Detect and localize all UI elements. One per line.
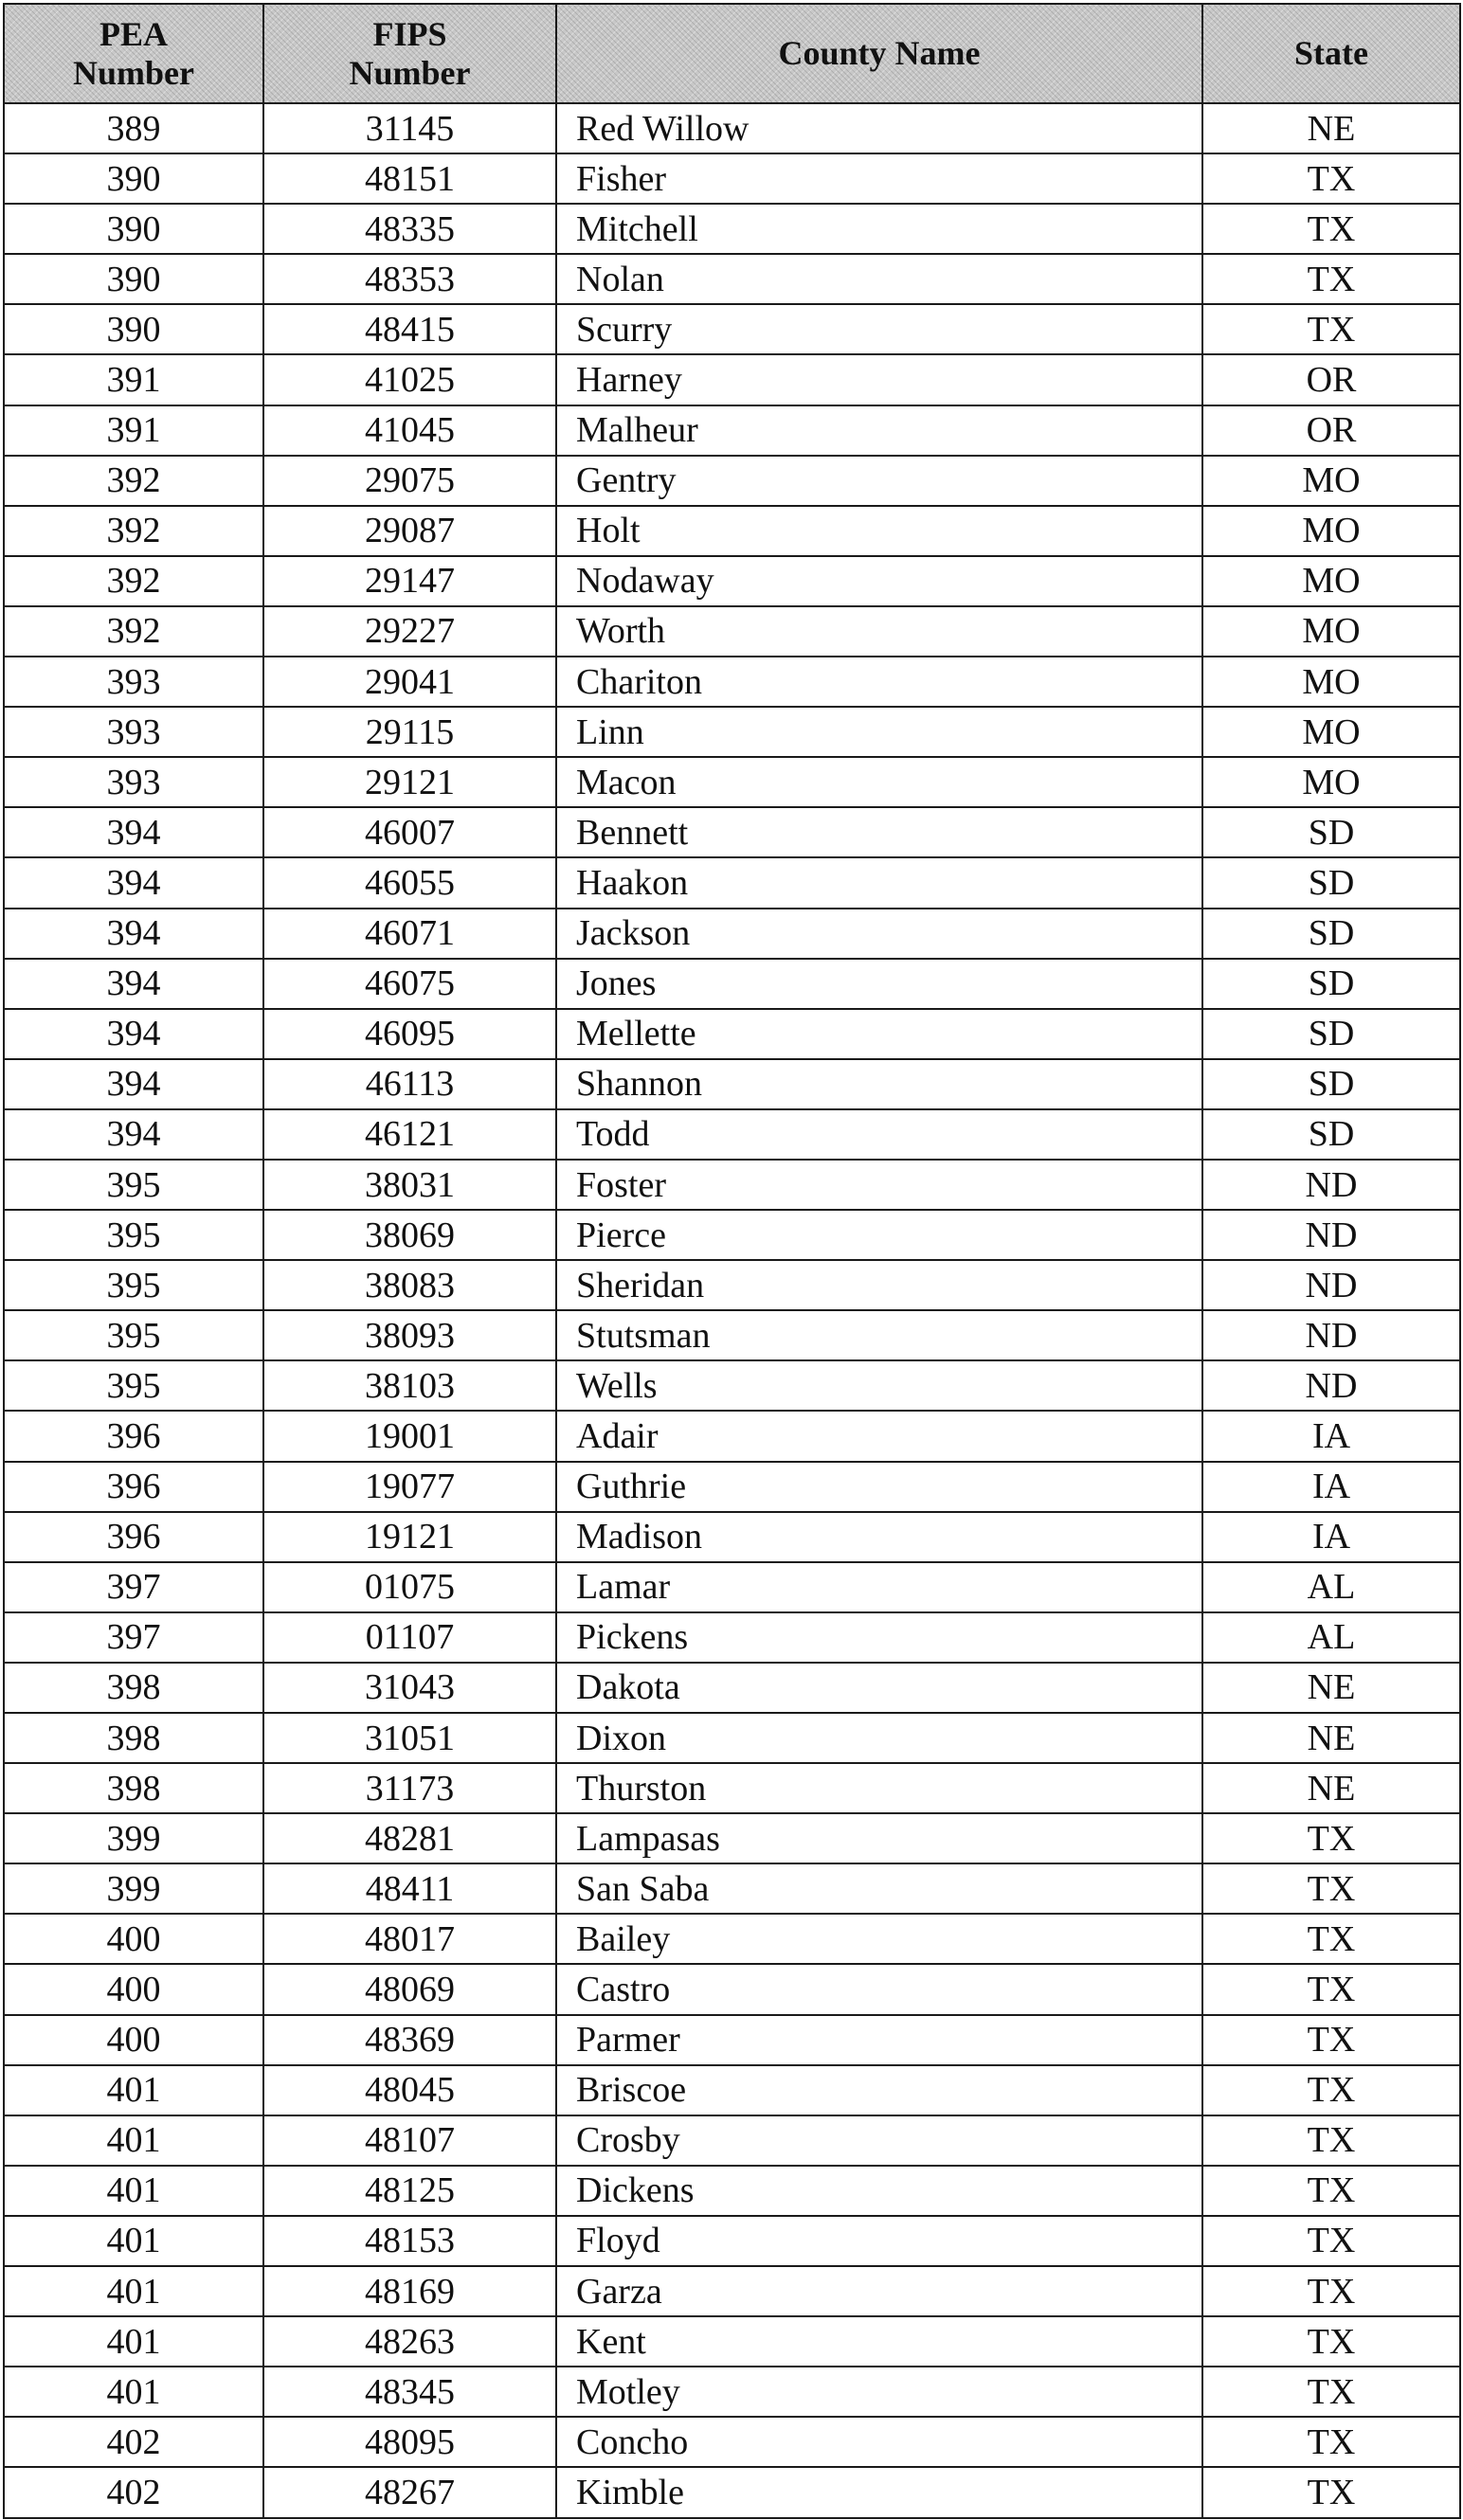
cell-county-name: Concho bbox=[556, 2417, 1202, 2467]
cell-pea-number: 398 bbox=[4, 1713, 263, 1763]
cell-pea-number: 395 bbox=[4, 1160, 263, 1210]
cell-pea-number: 390 bbox=[4, 153, 263, 204]
cell-fips-number: 48169 bbox=[263, 2266, 556, 2316]
cell-fips-number: 38069 bbox=[263, 1210, 556, 1260]
cell-state: TX bbox=[1202, 2316, 1460, 2367]
cell-state: TX bbox=[1202, 2065, 1460, 2115]
cell-fips-number: 29227 bbox=[263, 606, 556, 657]
cell-pea-number: 401 bbox=[4, 2216, 263, 2266]
cell-county-name: Briscoe bbox=[556, 2065, 1202, 2115]
table-row bbox=[4, 807, 1460, 857]
cell-state: IA bbox=[1202, 1512, 1460, 1562]
table-row bbox=[4, 2115, 1460, 2166]
cell-county-name: Jackson bbox=[556, 909, 1202, 959]
cell-county-name: Parmer bbox=[556, 2015, 1202, 2065]
cell-pea-number: 397 bbox=[4, 1612, 263, 1663]
table-row bbox=[4, 1462, 1460, 1512]
cell-fips-number: 38031 bbox=[263, 1160, 556, 1210]
cell-state: TX bbox=[1202, 2216, 1460, 2266]
table-row bbox=[4, 2166, 1460, 2216]
cell-fips-number: 48125 bbox=[263, 2166, 556, 2216]
table-row bbox=[4, 1210, 1460, 1260]
cell-state: TX bbox=[1202, 2115, 1460, 2166]
table-row bbox=[4, 1612, 1460, 1663]
cell-pea-number: 389 bbox=[4, 103, 263, 153]
cell-fips-number: 48263 bbox=[263, 2316, 556, 2367]
cell-pea-number: 392 bbox=[4, 606, 263, 657]
cell-state: MO bbox=[1202, 606, 1460, 657]
header-county-line-1: County Name bbox=[778, 34, 981, 72]
cell-county-name: Dakota bbox=[556, 1663, 1202, 1713]
cell-state: TX bbox=[1202, 1863, 1460, 1914]
table-row bbox=[4, 2417, 1460, 2467]
cell-pea-number: 395 bbox=[4, 1260, 263, 1310]
cell-fips-number: 31173 bbox=[263, 1763, 556, 1813]
cell-state: MO bbox=[1202, 657, 1460, 707]
table-row bbox=[4, 606, 1460, 657]
table-row bbox=[4, 2316, 1460, 2367]
header-pea-line-1: PEA bbox=[99, 14, 168, 53]
cell-pea-number: 394 bbox=[4, 1009, 263, 1059]
cell-fips-number: 48151 bbox=[263, 153, 556, 204]
cell-county-name: Worth bbox=[556, 606, 1202, 657]
cell-pea-number: 400 bbox=[4, 1914, 263, 1964]
cell-pea-number: 396 bbox=[4, 1462, 263, 1512]
cell-county-name: Castro bbox=[556, 1964, 1202, 2014]
cell-state: IA bbox=[1202, 1462, 1460, 1512]
cell-fips-number: 01075 bbox=[263, 1562, 556, 1612]
table-row bbox=[4, 2266, 1460, 2316]
cell-pea-number: 395 bbox=[4, 1360, 263, 1411]
cell-fips-number: 19001 bbox=[263, 1411, 556, 1461]
cell-fips-number: 41045 bbox=[263, 405, 556, 456]
cell-county-name: Bennett bbox=[556, 807, 1202, 857]
cell-county-name: Chariton bbox=[556, 657, 1202, 707]
cell-fips-number: 48153 bbox=[263, 2216, 556, 2266]
table-row bbox=[4, 2367, 1460, 2417]
cell-fips-number: 48353 bbox=[263, 254, 556, 304]
table-row bbox=[4, 103, 1460, 153]
cell-county-name: Bailey bbox=[556, 1914, 1202, 1964]
cell-county-name: Haakon bbox=[556, 857, 1202, 908]
cell-fips-number: 48281 bbox=[263, 1813, 556, 1863]
cell-county-name: Todd bbox=[556, 1109, 1202, 1160]
cell-county-name: Pickens bbox=[556, 1612, 1202, 1663]
table-row bbox=[4, 2015, 1460, 2065]
cell-pea-number: 401 bbox=[4, 2266, 263, 2316]
table-row bbox=[4, 1863, 1460, 1914]
table-row bbox=[4, 204, 1460, 254]
cell-pea-number: 401 bbox=[4, 2166, 263, 2216]
cell-state: SD bbox=[1202, 857, 1460, 908]
cell-state: AL bbox=[1202, 1562, 1460, 1612]
cell-fips-number: 19077 bbox=[263, 1462, 556, 1512]
header-pea-line-2: Number bbox=[73, 53, 194, 92]
header-county-name bbox=[556, 4, 1202, 103]
table-row bbox=[4, 1310, 1460, 1360]
cell-pea-number: 394 bbox=[4, 857, 263, 908]
cell-fips-number: 48411 bbox=[263, 1863, 556, 1914]
cell-pea-number: 395 bbox=[4, 1210, 263, 1260]
table-row bbox=[4, 1260, 1460, 1310]
table-row bbox=[4, 506, 1460, 556]
cell-pea-number: 399 bbox=[4, 1863, 263, 1914]
header-pea-number bbox=[4, 4, 263, 103]
cell-state: SD bbox=[1202, 1059, 1460, 1109]
table-row bbox=[4, 757, 1460, 807]
cell-state: ND bbox=[1202, 1210, 1460, 1260]
cell-state: SD bbox=[1202, 1009, 1460, 1059]
header-state bbox=[1202, 4, 1460, 103]
cell-state: SD bbox=[1202, 909, 1460, 959]
header-row bbox=[4, 4, 1460, 103]
table-row bbox=[4, 1914, 1460, 1964]
cell-state: TX bbox=[1202, 2417, 1460, 2467]
cell-state: ND bbox=[1202, 1160, 1460, 1210]
cell-state: MO bbox=[1202, 506, 1460, 556]
cell-fips-number: 48369 bbox=[263, 2015, 556, 2065]
cell-pea-number: 394 bbox=[4, 1059, 263, 1109]
cell-county-name: Kimble bbox=[556, 2467, 1202, 2517]
table-row bbox=[4, 1813, 1460, 1863]
cell-fips-number: 46007 bbox=[263, 807, 556, 857]
cell-county-name: Nodaway bbox=[556, 556, 1202, 606]
cell-fips-number: 29087 bbox=[263, 506, 556, 556]
cell-county-name: Lampasas bbox=[556, 1813, 1202, 1863]
cell-fips-number: 48335 bbox=[263, 204, 556, 254]
cell-fips-number: 01107 bbox=[263, 1612, 556, 1663]
cell-fips-number: 46095 bbox=[263, 1009, 556, 1059]
cell-county-name: Macon bbox=[556, 757, 1202, 807]
cell-state: TX bbox=[1202, 254, 1460, 304]
cell-county-name: Gentry bbox=[556, 456, 1202, 506]
cell-pea-number: 401 bbox=[4, 2367, 263, 2417]
cell-pea-number: 392 bbox=[4, 556, 263, 606]
cell-county-name: Nolan bbox=[556, 254, 1202, 304]
table-row bbox=[4, 354, 1460, 405]
cell-pea-number: 401 bbox=[4, 2065, 263, 2115]
cell-county-name: Motley bbox=[556, 2367, 1202, 2417]
table-row bbox=[4, 456, 1460, 506]
header-fips-line-2: Number bbox=[349, 53, 471, 92]
table-row bbox=[4, 1411, 1460, 1461]
table-row bbox=[4, 1763, 1460, 1813]
cell-pea-number: 395 bbox=[4, 1310, 263, 1360]
cell-county-name: Foster bbox=[556, 1160, 1202, 1210]
cell-state: ND bbox=[1202, 1360, 1460, 1411]
table-row bbox=[4, 153, 1460, 204]
cell-state: MO bbox=[1202, 556, 1460, 606]
cell-state: TX bbox=[1202, 2266, 1460, 2316]
cell-county-name: Scurry bbox=[556, 304, 1202, 354]
cell-county-name: Crosby bbox=[556, 2115, 1202, 2166]
cell-fips-number: 29041 bbox=[263, 657, 556, 707]
cell-county-name: Lamar bbox=[556, 1562, 1202, 1612]
cell-fips-number: 29115 bbox=[263, 707, 556, 757]
table-row bbox=[4, 1663, 1460, 1713]
cell-county-name: Garza bbox=[556, 2266, 1202, 2316]
cell-county-name: Red Willow bbox=[556, 103, 1202, 153]
cell-pea-number: 396 bbox=[4, 1512, 263, 1562]
cell-state: TX bbox=[1202, 2367, 1460, 2417]
cell-county-name: San Saba bbox=[556, 1863, 1202, 1914]
cell-pea-number: 401 bbox=[4, 2316, 263, 2367]
cell-state: MO bbox=[1202, 757, 1460, 807]
cell-fips-number: 48107 bbox=[263, 2115, 556, 2166]
cell-fips-number: 48345 bbox=[263, 2367, 556, 2417]
cell-fips-number: 48415 bbox=[263, 304, 556, 354]
table-row bbox=[4, 304, 1460, 354]
cell-pea-number: 392 bbox=[4, 456, 263, 506]
cell-pea-number: 393 bbox=[4, 707, 263, 757]
cell-pea-number: 390 bbox=[4, 254, 263, 304]
cell-county-name: Linn bbox=[556, 707, 1202, 757]
cell-fips-number: 48095 bbox=[263, 2417, 556, 2467]
table-header bbox=[4, 4, 1460, 103]
cell-county-name: Adair bbox=[556, 1411, 1202, 1461]
cell-state: NE bbox=[1202, 1663, 1460, 1713]
table-row bbox=[4, 657, 1460, 707]
cell-county-name: Kent bbox=[556, 2316, 1202, 2367]
cell-fips-number: 46113 bbox=[263, 1059, 556, 1109]
table-row bbox=[4, 1512, 1460, 1562]
cell-county-name: Wells bbox=[556, 1360, 1202, 1411]
cell-pea-number: 398 bbox=[4, 1763, 263, 1813]
cell-pea-number: 391 bbox=[4, 354, 263, 405]
cell-state: OR bbox=[1202, 354, 1460, 405]
cell-county-name: Stutsman bbox=[556, 1310, 1202, 1360]
cell-state: MO bbox=[1202, 707, 1460, 757]
table-row bbox=[4, 959, 1460, 1009]
cell-pea-number: 402 bbox=[4, 2467, 263, 2517]
table-row bbox=[4, 405, 1460, 456]
cell-state: NE bbox=[1202, 1713, 1460, 1763]
cell-fips-number: 46071 bbox=[263, 909, 556, 959]
cell-state: TX bbox=[1202, 153, 1460, 204]
cell-fips-number: 31145 bbox=[263, 103, 556, 153]
table-row bbox=[4, 1160, 1460, 1210]
cell-state: TX bbox=[1202, 2166, 1460, 2216]
cell-state: TX bbox=[1202, 1914, 1460, 1964]
cell-county-name: Shannon bbox=[556, 1059, 1202, 1109]
cell-county-name: Mellette bbox=[556, 1009, 1202, 1059]
cell-county-name: Pierce bbox=[556, 1210, 1202, 1260]
table-row bbox=[4, 1964, 1460, 2014]
table-row bbox=[4, 707, 1460, 757]
cell-fips-number: 31051 bbox=[263, 1713, 556, 1763]
cell-fips-number: 46075 bbox=[263, 959, 556, 1009]
cell-state: ND bbox=[1202, 1310, 1460, 1360]
cell-pea-number: 398 bbox=[4, 1663, 263, 1713]
cell-county-name: Jones bbox=[556, 959, 1202, 1009]
cell-county-name: Malheur bbox=[556, 405, 1202, 456]
cell-state: AL bbox=[1202, 1612, 1460, 1663]
cell-county-name: Dixon bbox=[556, 1713, 1202, 1763]
cell-fips-number: 38083 bbox=[263, 1260, 556, 1310]
cell-pea-number: 400 bbox=[4, 2015, 263, 2065]
table-row bbox=[4, 2216, 1460, 2266]
cell-pea-number: 393 bbox=[4, 757, 263, 807]
cell-state: NE bbox=[1202, 1763, 1460, 1813]
cell-fips-number: 38093 bbox=[263, 1310, 556, 1360]
cell-fips-number: 38103 bbox=[263, 1360, 556, 1411]
cell-fips-number: 48267 bbox=[263, 2467, 556, 2517]
cell-county-name: Fisher bbox=[556, 153, 1202, 204]
table-row bbox=[4, 1562, 1460, 1612]
table-row bbox=[4, 909, 1460, 959]
cell-state: TX bbox=[1202, 2467, 1460, 2517]
cell-fips-number: 48045 bbox=[263, 2065, 556, 2115]
cell-state: NE bbox=[1202, 103, 1460, 153]
county-table bbox=[3, 3, 1461, 2519]
table-row bbox=[4, 556, 1460, 606]
table-row bbox=[4, 1059, 1460, 1109]
cell-county-name: Guthrie bbox=[556, 1462, 1202, 1512]
table-row bbox=[4, 254, 1460, 304]
cell-fips-number: 48069 bbox=[263, 1964, 556, 2014]
header-state-line-1: State bbox=[1294, 34, 1368, 72]
cell-pea-number: 392 bbox=[4, 506, 263, 556]
cell-county-name: Mitchell bbox=[556, 204, 1202, 254]
cell-pea-number: 397 bbox=[4, 1562, 263, 1612]
cell-pea-number: 400 bbox=[4, 1964, 263, 2014]
cell-pea-number: 393 bbox=[4, 657, 263, 707]
header-fips-line-1: FIPS bbox=[372, 14, 447, 53]
cell-state: TX bbox=[1202, 304, 1460, 354]
cell-state: SD bbox=[1202, 807, 1460, 857]
cell-fips-number: 29121 bbox=[263, 757, 556, 807]
table-row bbox=[4, 1713, 1460, 1763]
cell-county-name: Sheridan bbox=[556, 1260, 1202, 1310]
cell-pea-number: 401 bbox=[4, 2115, 263, 2166]
header-fips-number bbox=[263, 4, 556, 103]
cell-fips-number: 46121 bbox=[263, 1109, 556, 1160]
cell-county-name: Thurston bbox=[556, 1763, 1202, 1813]
table-row bbox=[4, 2065, 1460, 2115]
cell-state: ND bbox=[1202, 1260, 1460, 1310]
cell-pea-number: 394 bbox=[4, 959, 263, 1009]
table-row bbox=[4, 1109, 1460, 1160]
cell-state: TX bbox=[1202, 204, 1460, 254]
cell-state: IA bbox=[1202, 1411, 1460, 1461]
cell-fips-number: 48017 bbox=[263, 1914, 556, 1964]
cell-state: SD bbox=[1202, 1109, 1460, 1160]
cell-fips-number: 46055 bbox=[263, 857, 556, 908]
cell-fips-number: 29075 bbox=[263, 456, 556, 506]
cell-county-name: Holt bbox=[556, 506, 1202, 556]
cell-state: SD bbox=[1202, 959, 1460, 1009]
cell-pea-number: 390 bbox=[4, 304, 263, 354]
cell-pea-number: 390 bbox=[4, 204, 263, 254]
cell-pea-number: 394 bbox=[4, 909, 263, 959]
table-body bbox=[4, 103, 1460, 2518]
cell-fips-number: 19121 bbox=[263, 1512, 556, 1562]
table-row bbox=[4, 1360, 1460, 1411]
cell-county-name: Floyd bbox=[556, 2216, 1202, 2266]
cell-fips-number: 31043 bbox=[263, 1663, 556, 1713]
cell-state: MO bbox=[1202, 456, 1460, 506]
cell-county-name: Harney bbox=[556, 354, 1202, 405]
table-row bbox=[4, 2467, 1460, 2517]
cell-pea-number: 394 bbox=[4, 807, 263, 857]
cell-pea-number: 396 bbox=[4, 1411, 263, 1461]
cell-pea-number: 394 bbox=[4, 1109, 263, 1160]
cell-state: OR bbox=[1202, 405, 1460, 456]
cell-fips-number: 29147 bbox=[263, 556, 556, 606]
cell-state: TX bbox=[1202, 1813, 1460, 1863]
cell-pea-number: 399 bbox=[4, 1813, 263, 1863]
cell-county-name: Madison bbox=[556, 1512, 1202, 1562]
cell-state: TX bbox=[1202, 1964, 1460, 2014]
cell-pea-number: 402 bbox=[4, 2417, 263, 2467]
cell-state: TX bbox=[1202, 2015, 1460, 2065]
cell-pea-number: 391 bbox=[4, 405, 263, 456]
table-row bbox=[4, 857, 1460, 908]
table-row bbox=[4, 1009, 1460, 1059]
cell-fips-number: 41025 bbox=[263, 354, 556, 405]
cell-county-name: Dickens bbox=[556, 2166, 1202, 2216]
